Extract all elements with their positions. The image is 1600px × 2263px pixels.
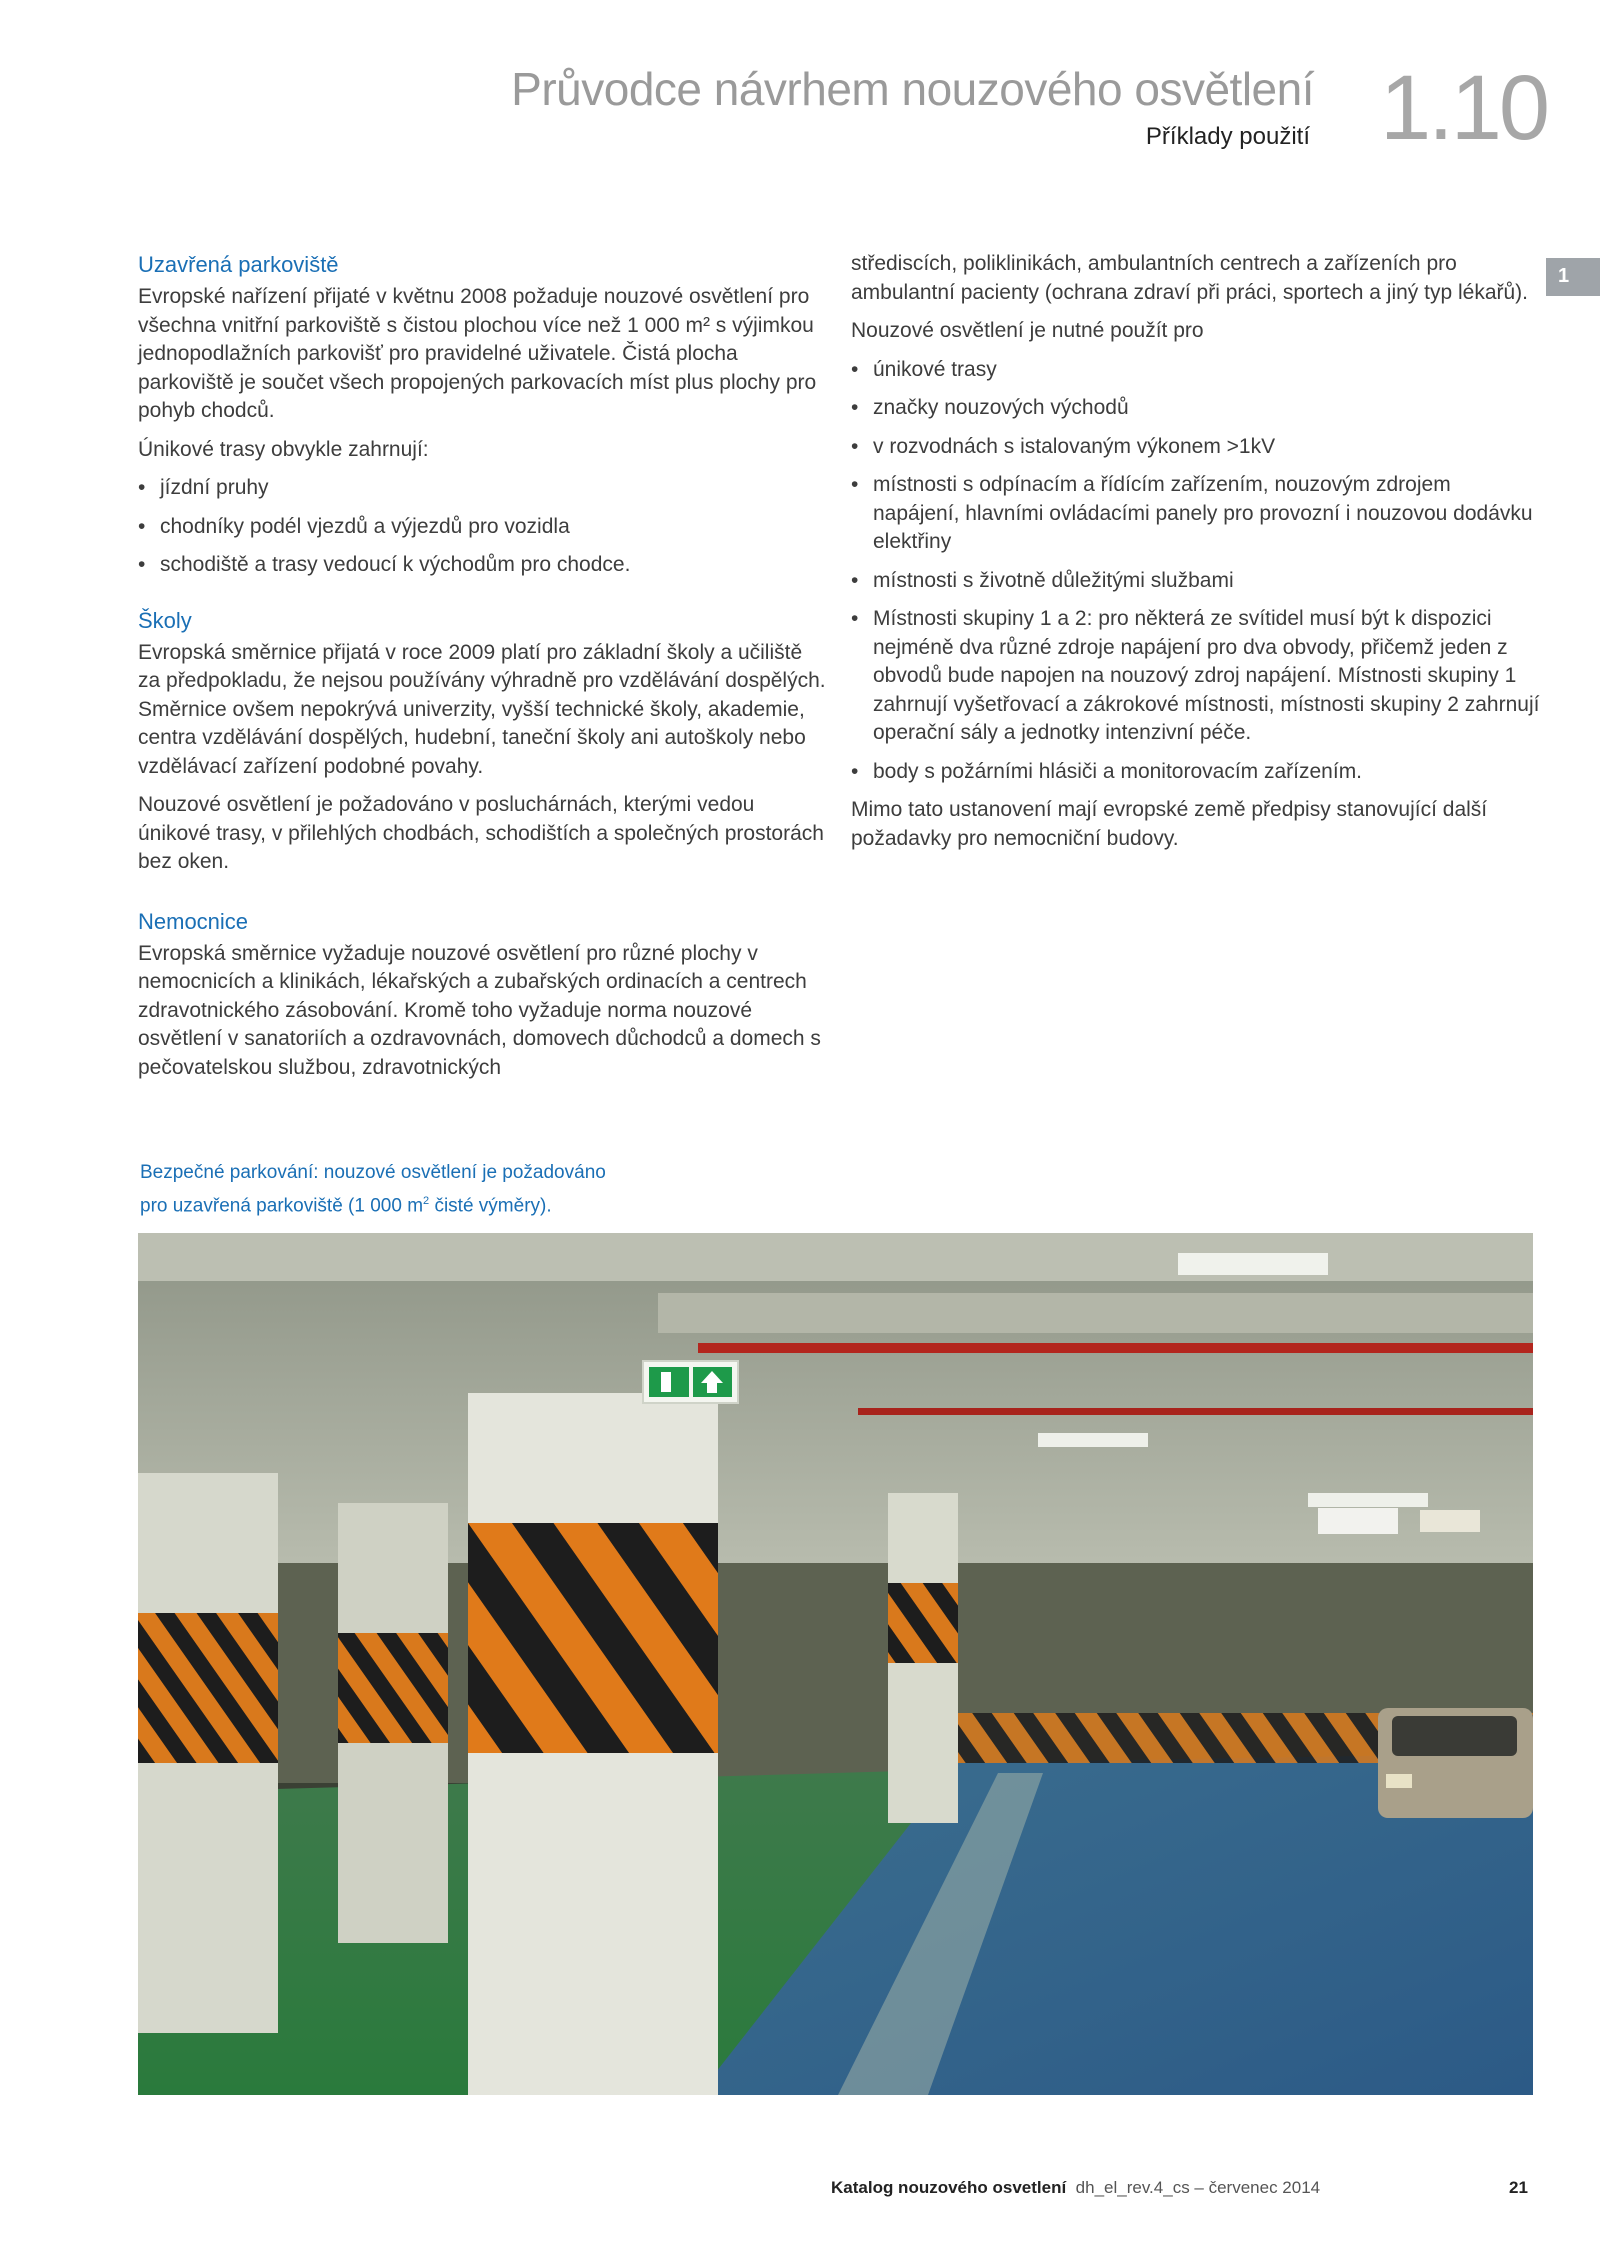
list-item: • body s požárními hlásiči a monitorovacím zařízením. — [851, 758, 1541, 787]
photo-caption — [140, 1159, 700, 1220]
caption-text: čisté výměry). — [429, 1195, 552, 1217]
paragraph: Nouzové osvětlení je nutné použít pro — [851, 319, 1204, 342]
caption-line: Bezpečné parkování: nouzové osvětlení je požadováno — [140, 1162, 606, 1183]
paragraph: Mimo tato ustanovení mají evropské země předpisy stanovující další požadavky pro nemocniční budovy. — [851, 798, 1488, 850]
pillar-hazard-band — [138, 1613, 278, 1763]
page-title: Průvodce návrhem nouzového osvětlení — [511, 63, 1314, 115]
caption-line — [140, 1187, 700, 1220]
list-item: • v rozvodnách s istalovaným výkonem >1kV — [851, 433, 1541, 462]
paragraph: Únikové trasy obvykle zahrnují: — [138, 437, 429, 461]
pillar-hazard-band — [888, 1583, 958, 1663]
bullet-list-escape-routes — [138, 474, 828, 580]
red-pipe — [858, 1408, 1533, 1415]
parked-car — [1378, 1708, 1533, 1818]
paragraph: Evropské nařízení přijaté v květnu 2008 požaduje nouzové osvětlení pro všechna vnitřní parkoviště s čistou plochou více než 1 000 m² s výjimkou jednopodlažních parkovišť pro pravidelné uživatele. Čistá plocha parkoviště je součet všech propojených parkovacích míst plus plochy pro pohyb chodců. — [138, 285, 817, 422]
paragraph: Evropská směrnice vyžaduje nouzové osvětlení pro různé plochy v nemocnicích a klinikách, lékařských a zubařských ordinacích a centrech zdravotnického zásobování. Kromě toho vyžaduje norma nouzové osvětlení v sanatoriích a ozdravovnách, domovech důchodců a domech s pečovatelskou službou, zdravotnických — [138, 941, 821, 1079]
beam — [658, 1293, 1533, 1333]
direction-sign — [1318, 1508, 1398, 1534]
caption-text: pro uzavřená parkoviště (1 000 m — [140, 1195, 424, 1217]
list-item: • schodiště a trasy vedoucí k východům pro chodce. — [138, 551, 828, 580]
list-item: • Místnosti skupiny 1 a 2: pro některá ze svítidel musí být k dispozici nejméně dva různé zdroje napájení pro dva obvody, přičemž jeden z obvodů bude napojen na nouzový zdroj napájení. Místnosti skupiny 1 zahrnují vyšetřovací a zákrokové místnosti, místnosti skupiny 2 zahrnují operační sály a jednotky intenzivní péče. — [851, 605, 1541, 748]
list-item: • značky nouzových východů — [851, 394, 1541, 423]
light-fixture — [1178, 1253, 1328, 1275]
light-fixture — [1038, 1433, 1148, 1447]
paragraph: střediscích, poliklinikách, ambulantních centrech a zařízeních pro ambulantní pacienty (ochrana zdraví při práci, sportech a jiný typ lékařů). — [851, 252, 1528, 304]
pillar-hazard-band — [468, 1523, 718, 1753]
list-item: • místnosti s životně důležitými službami — [851, 567, 1541, 596]
list-item: • jízdní pruhy — [138, 474, 828, 503]
pillar-hazard-band — [338, 1633, 448, 1743]
chapter-tab: 1 — [1546, 258, 1600, 296]
light-fixture — [1308, 1493, 1428, 1507]
catalog-name: Katalog nouzového osvetlení — [831, 2178, 1067, 2197]
document-version: dh_el_rev.4_cs – červenec 2014 — [1075, 2178, 1321, 2197]
caption-superscript: 2 — [423, 1195, 430, 1207]
page-footer — [831, 2178, 1320, 2198]
list-item: • místnosti s odpínacím a řídícím zařízením, nouzovým zdrojem napájení, hlavními ovládacími panely pro provozní i nouzovou dodávku elektřiny — [851, 471, 1541, 557]
page-subtitle: Příklady použití — [1145, 123, 1310, 150]
section-number: 1.10 — [1380, 57, 1548, 159]
paragraph: Evropská směrnice přijatá v roce 2009 platí pro základní školy a učiliště za předpokladu, že nejsou používány výhradně pro vzdělávání dospělých. Směrnice ovšem nepokrývá univerzity, vyšší technické školy, akademie, centra vzdělávání dospělých, hudební, taneční školy ani autoškoly nebo vzdělávací zařízení podobné povahy. — [138, 640, 826, 778]
bullet-list-requirements — [851, 356, 1541, 787]
left-column — [138, 250, 828, 1092]
section-heading-schools: Školy — [138, 607, 192, 633]
parking-garage-photo — [138, 1233, 1533, 2095]
paragraph: Nouzové osvětlení je požadováno v posluchárnách, kterými vedou únikové trasy, v přilehlých chodbách, schodištích a společných prostorách bez oken. — [138, 793, 824, 873]
direction-sign — [1420, 1510, 1480, 1532]
red-pipe — [698, 1343, 1533, 1353]
right-column — [851, 250, 1541, 863]
exit-sign — [643, 1361, 738, 1403]
list-item: • únikové trasy — [851, 356, 1541, 385]
list-item: • chodníky podél vjezdů a výjezdů pro vozidla — [138, 513, 828, 542]
section-heading-parking: Uzavřená parkoviště — [138, 252, 339, 277]
page-number: 21 — [1509, 2178, 1528, 2197]
section-heading-hospitals: Nemocnice — [138, 908, 249, 934]
